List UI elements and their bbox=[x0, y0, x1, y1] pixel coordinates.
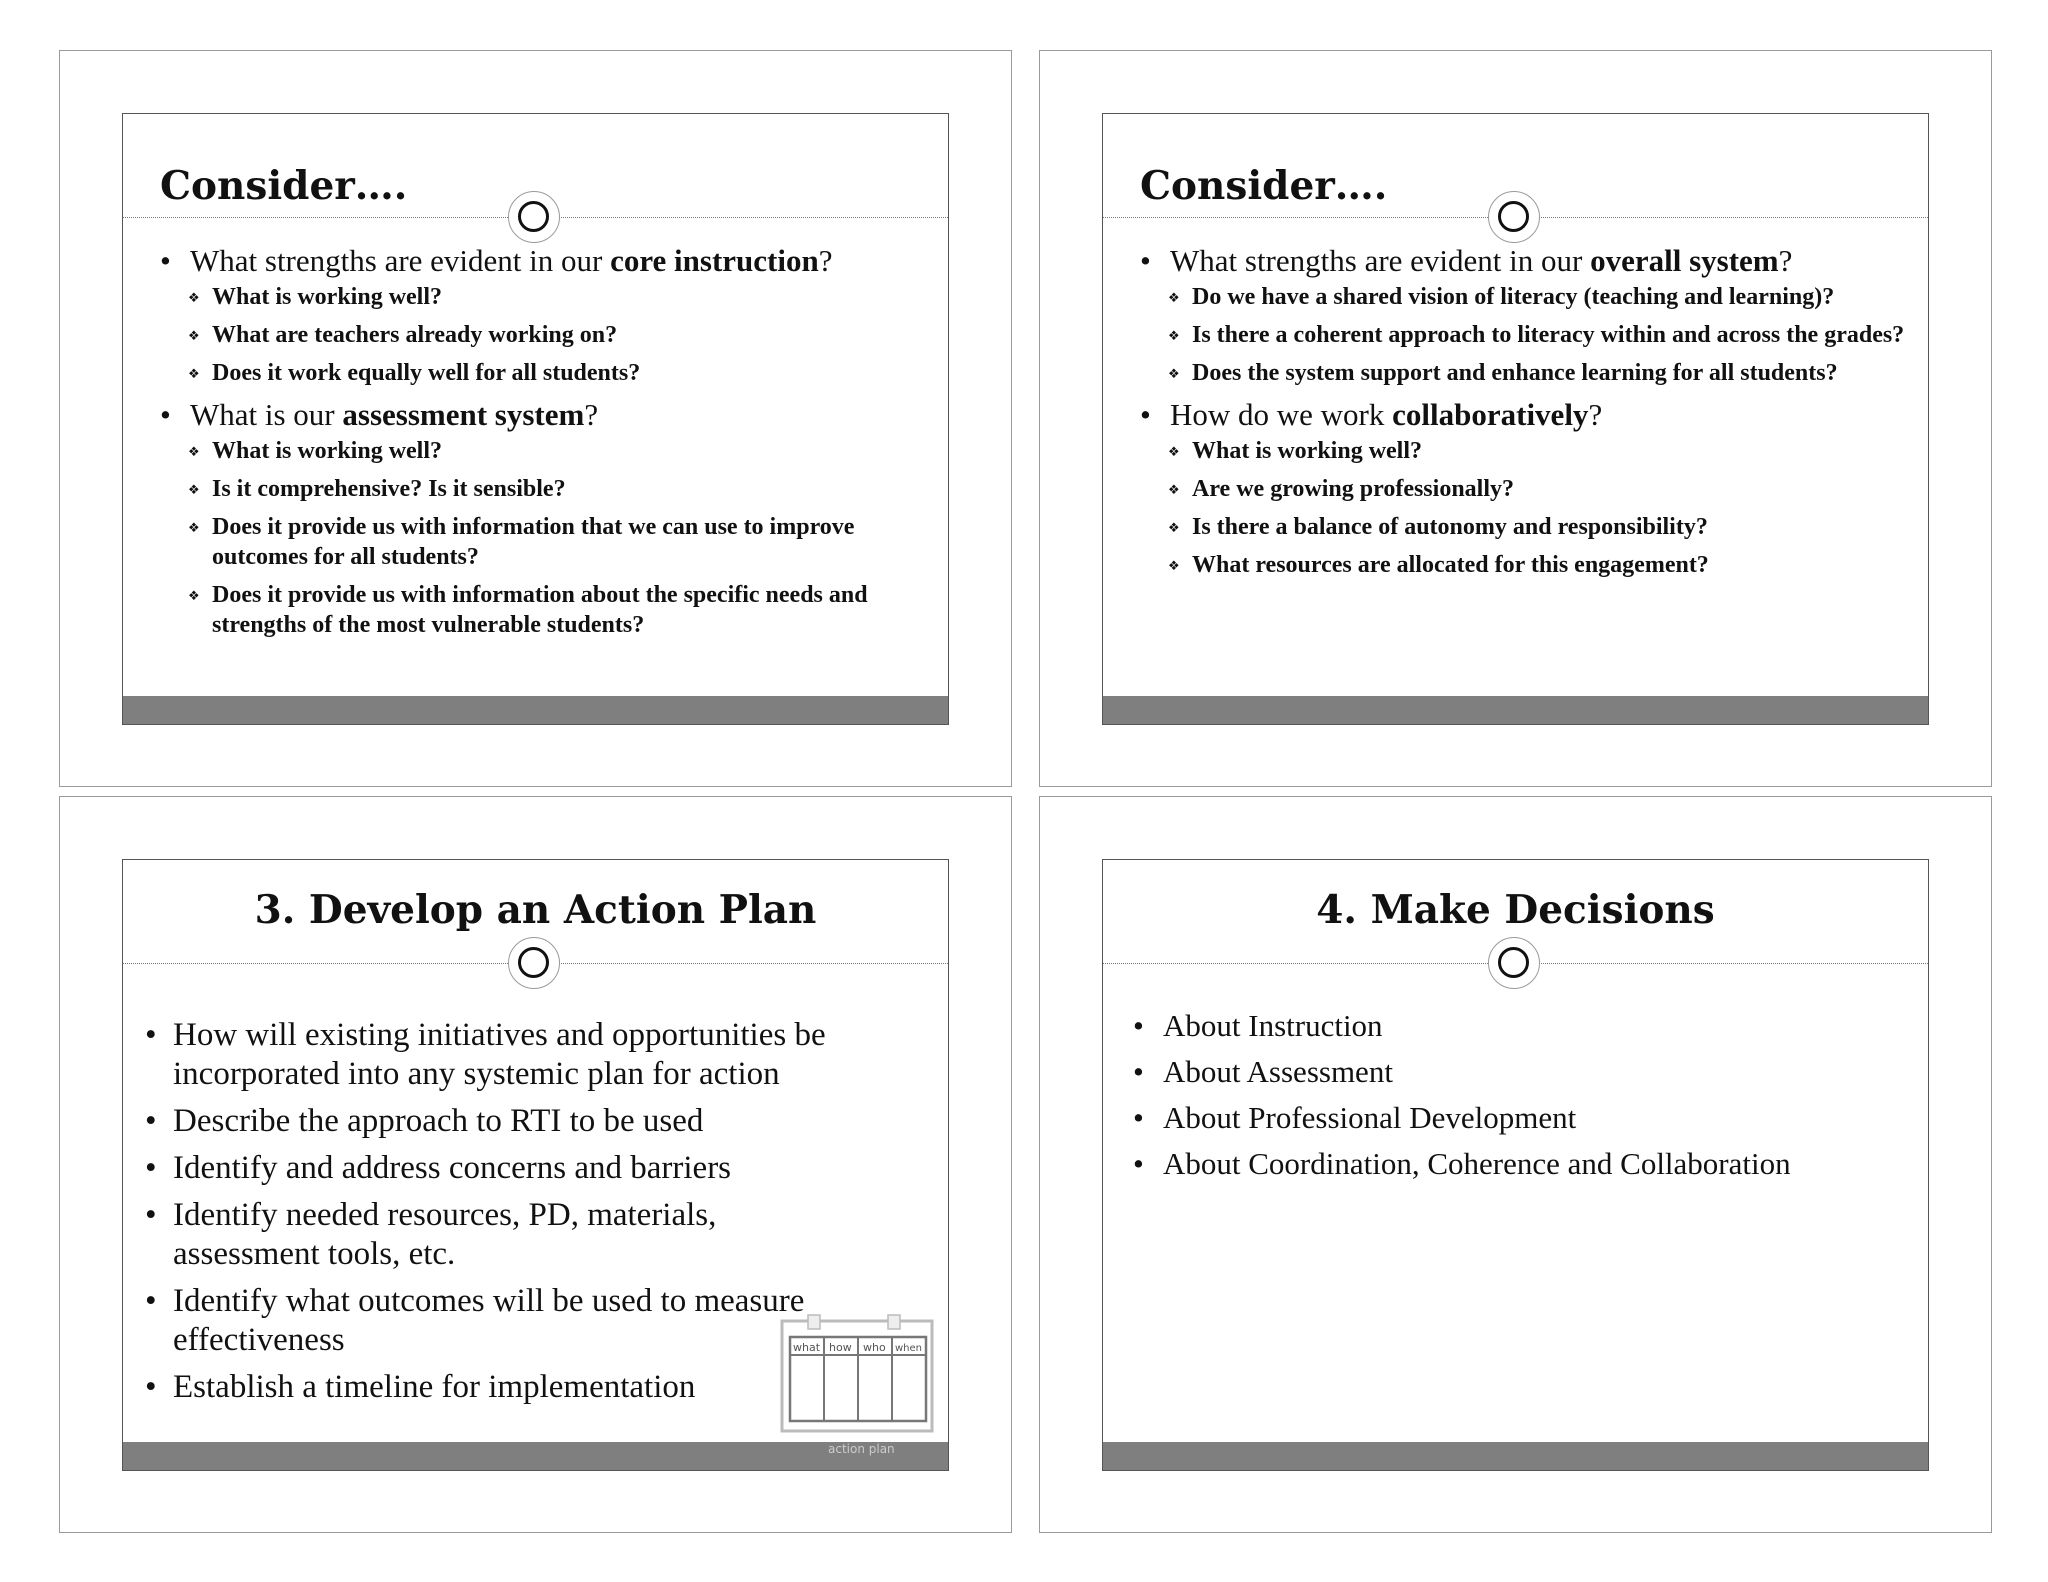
bullet-core-instruction: • What strengths are evident in our core instruction? bbox=[160, 242, 940, 280]
sketch-col-when: when bbox=[895, 1343, 923, 1354]
bullet-item: • Identify and address concerns and barriers bbox=[145, 1149, 905, 1188]
bullet-overall-system: • What strengths are evident in our overall system? bbox=[1140, 242, 1920, 280]
slide-footer-bar bbox=[1103, 696, 1928, 724]
bullet-item: • About Assessment bbox=[1133, 1053, 1913, 1091]
ring-ornament bbox=[1488, 937, 1540, 989]
sub-bullet: ❖ What resources are allocated for this engagement? bbox=[1168, 550, 1920, 580]
slide-footer-bar bbox=[1103, 1442, 1928, 1470]
bullet-item: • About Instruction bbox=[1133, 1007, 1913, 1045]
sub-bullet: ❖ What is working well? bbox=[1168, 436, 1920, 466]
sub-bullet: ❖ Do we have a shared vision of literacy (teaching and learning)? bbox=[1168, 282, 1872, 312]
sketch-col-how: how bbox=[829, 1341, 852, 1354]
sub-bullet: ❖ Does it work equally well for all students? bbox=[188, 358, 940, 388]
bullet-item: • How will existing initiatives and opportunities be incorporated into any systemic plan for action bbox=[145, 1016, 905, 1094]
slide-make-decisions bbox=[1102, 859, 1929, 1471]
action-plan-sketch bbox=[778, 1315, 938, 1475]
sub-bullet: ❖ What are teachers already working on? bbox=[188, 320, 940, 350]
sub-bullet: ❖ Does the system support and enhance learning for all students? bbox=[1168, 358, 1872, 388]
sketch-caption: action plan bbox=[828, 1442, 895, 1456]
sub-bullet: ❖ Does it provide us with information about the specific needs and strengths of the most vulnerable students? bbox=[188, 580, 892, 640]
bullet-item: • About Professional Development bbox=[1133, 1099, 1913, 1137]
bullet-collaboratively: • How do we work collaboratively? bbox=[1140, 396, 1920, 434]
slide-title: Consider…. bbox=[160, 163, 408, 209]
bullet-assessment-system: • What is our assessment system? bbox=[160, 396, 940, 434]
sub-bullet: ❖ Is it comprehensive? Is it sensible? bbox=[188, 474, 940, 504]
bullet-item: • About Coordination, Coherence and Collaboration bbox=[1133, 1145, 1913, 1183]
slide-title: 3. Develop an Action Plan bbox=[254, 887, 817, 933]
bullet-item: • Establish a timeline for implementation bbox=[145, 1368, 905, 1407]
sketch-col-what: what bbox=[793, 1341, 821, 1354]
slide-consider-core-instruction bbox=[122, 113, 949, 725]
bullet-item: • Describe the approach to RTI to be used bbox=[145, 1102, 905, 1141]
ring-ornament bbox=[508, 937, 560, 989]
sketch-col-who: who bbox=[863, 1341, 886, 1354]
sub-bullet: ❖ What is working well? bbox=[188, 436, 940, 466]
sub-bullet: ❖ What is working well? bbox=[188, 282, 940, 312]
sub-bullet: ❖ Does it provide us with information that we can use to improve outcomes for all students? bbox=[188, 512, 892, 572]
bullet-item: • Identify needed resources, PD, materials, assessment tools, etc. bbox=[145, 1196, 793, 1274]
bullet-item: • Identify what outcomes will be used to measure effectiveness bbox=[145, 1282, 905, 1360]
ring-ornament bbox=[508, 191, 560, 243]
slide-develop-action-plan bbox=[122, 859, 949, 1471]
slide-title: 4. Make Decisions bbox=[1316, 887, 1715, 933]
slide-title: Consider…. bbox=[1140, 163, 1388, 209]
sub-bullet: ❖ Are we growing professionally? bbox=[1168, 474, 1920, 504]
sub-bullet: ❖ Is there a balance of autonomy and responsibility? bbox=[1168, 512, 1920, 542]
ring-ornament bbox=[1488, 191, 1540, 243]
sub-bullet: ❖ Is there a coherent approach to literacy within and across the grades? bbox=[1168, 320, 1912, 350]
slide-footer-bar bbox=[123, 696, 948, 724]
slide-consider-overall-system bbox=[1102, 113, 1929, 725]
